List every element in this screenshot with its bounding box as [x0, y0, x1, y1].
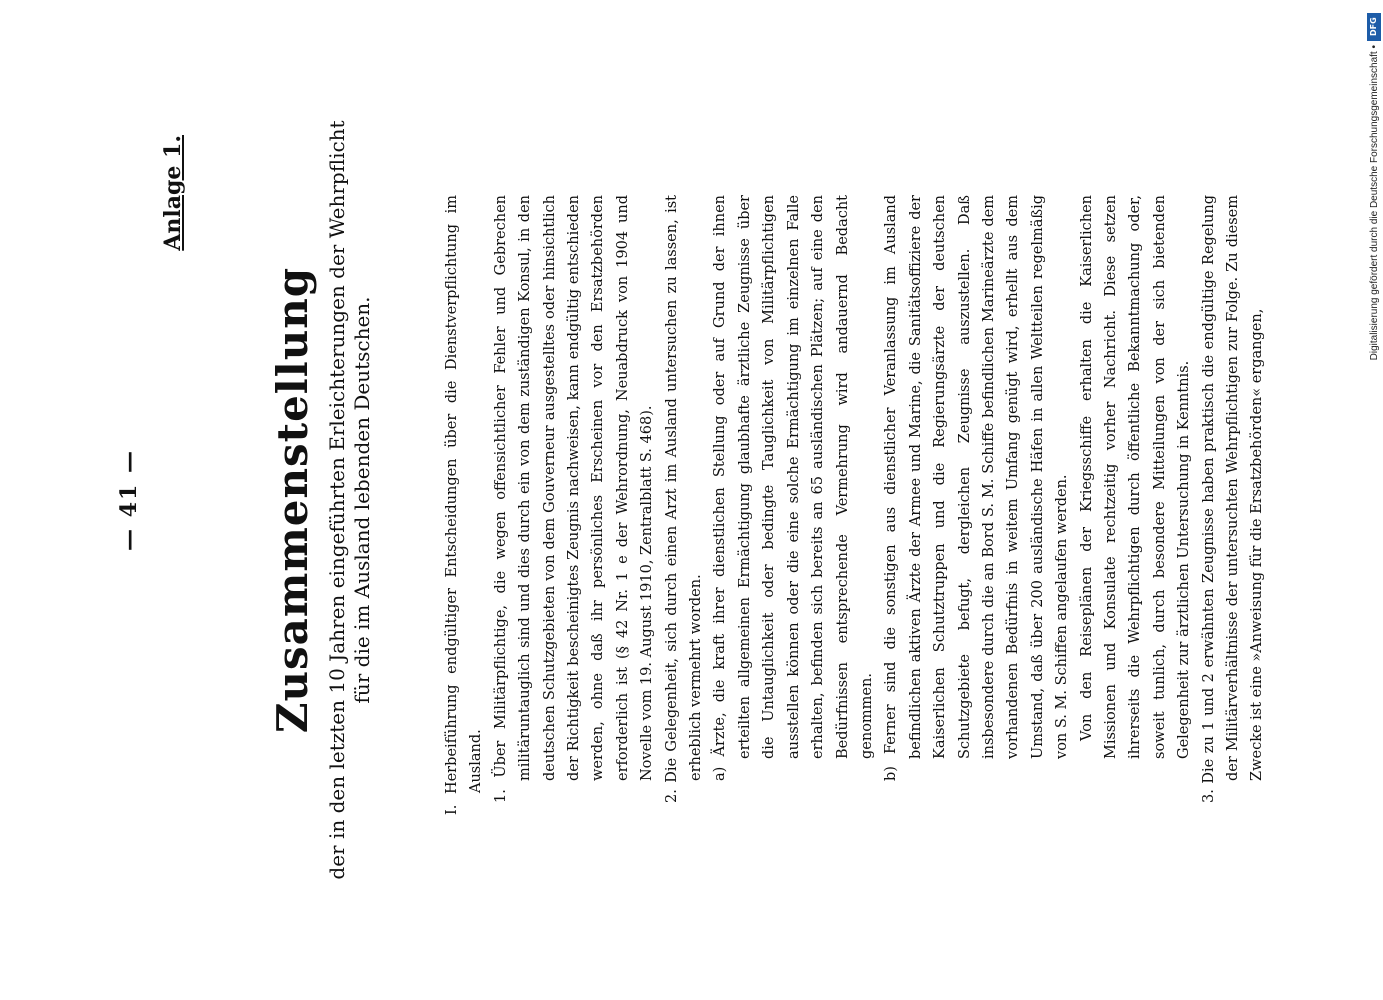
paragraph-1: 1. Über Militärpflichtige, die wegen offensichtlicher Fehler und Gebrechen militäruntauglich sind und dies durch ein von dem zuständigen Konsul, in den deutschen Schutzgebieten von dem Gouverneur ausgestelltes oder hinsichtlich der Richtigkeit bescheinigtes Zeugnis nachweisen, kann endgültig entschieden werden, ohne daß ihr persönliches Erscheinen vor den Ersatzbehörden erforderlich ist (§ 42 Nr. 1 e der Wehrordnung, Neuabdruck von 1904 und Novelle vom 19. August 1910, Zentralblatt S. 468).	[492, 195, 656, 803]
page-title: Zusammenstellung	[268, 266, 317, 734]
paragraph-3: 3. Die zu 1 und 2 erwähnten Zeugnisse haben praktisch die endgültige Regelung der Militärverhältnisse der untersuchten Wehrpflichtigen zur Folge. Zu diesem Zwecke ist eine »Anweisung für die Ersatzbehörden« ergangen,	[1200, 195, 1266, 803]
paragraph-2: 2. Die Gelegenheit, sich durch einen Arzt im Ausland untersuchen zu lassen, ist erheblich vermehrt worden.	[663, 195, 705, 803]
subtitle-line-1: der in den letzten 10 Jahren eingeführten Erleichterungen der Wehrpflicht	[325, 120, 349, 880]
section-heading: I. Herbeiführung endgültiger Entscheidungen über die Dienstverpflichtung im Ausland.	[444, 195, 485, 815]
paragraph-2b: b) Ferner sind die sonstigen aus dienstlicher Veranlassung im Ausland befindlichen aktiven Ärzte der Armee und Marine, die Sanitätsoffiziere der Kaiserlichen Schutztruppen und die Regierungsärzte der deutschen Schutzgebiete befugt, dergleichen Zeugnisse auszustellen. Daß insbesondere durch die an Bord S. M. Schiffe befindlichen Marineärzte dem vorhandenen Bedürfnis in weitem Umfang genügt wird, erhellt aus dem Umstand, daß über 200 ausländische Häfen in allen Weltteilen regelmäßig von S. M. Schiffen angelaufen werden.	[883, 195, 1071, 781]
digitization-credit-bar	[1355, 5, 1383, 565]
credit-text: Digitalisierung gefördert durch die Deutsche Forschungsgemeinschaft •	[1369, 45, 1380, 361]
paragraph-2b-continued: Von den Reiseplänen der Kriegsschiffe erhalten die Kaiserlichen Missionen und Konsulate rechtzeitig vorher Nachricht. Diese setzen ihrerseits die Wehrpflichtigen durch öffentliche Bekanntmachung oder, soweit tunlich, durch besondere Mitteilungen von der sich bietenden Gelegenheit zur ärztlichen Untersuchung in Kenntnis.	[1078, 195, 1193, 759]
paragraph-2a: a) Ärzte, die kraft ihrer dienstlichen Stellung oder auf Grund der ihnen erteilten allgemeinen Ermächtigung glaubhafte ärztliche Zeugnisse über die Untauglichkeit oder bedingte Tauglichkeit von Militärpflichtigen ausstellen können oder die eine solche Ermächtigung im einzelnen Falle erhalten, befinden sich bereits an 65 ausländischen Plätzen; auf eine den Bedürfnissen entsprechende Vermehrung wird andauernd Bedacht genommen.	[712, 195, 875, 781]
anlage-label: Anlage 1.	[160, 135, 186, 251]
document-body	[440, 195, 1270, 815]
subtitle-line-2: für die im Ausland lebenden Deutschen.	[350, 296, 374, 704]
dfg-logo: DFG	[1367, 13, 1381, 41]
page-number: — 41 —	[116, 449, 142, 551]
